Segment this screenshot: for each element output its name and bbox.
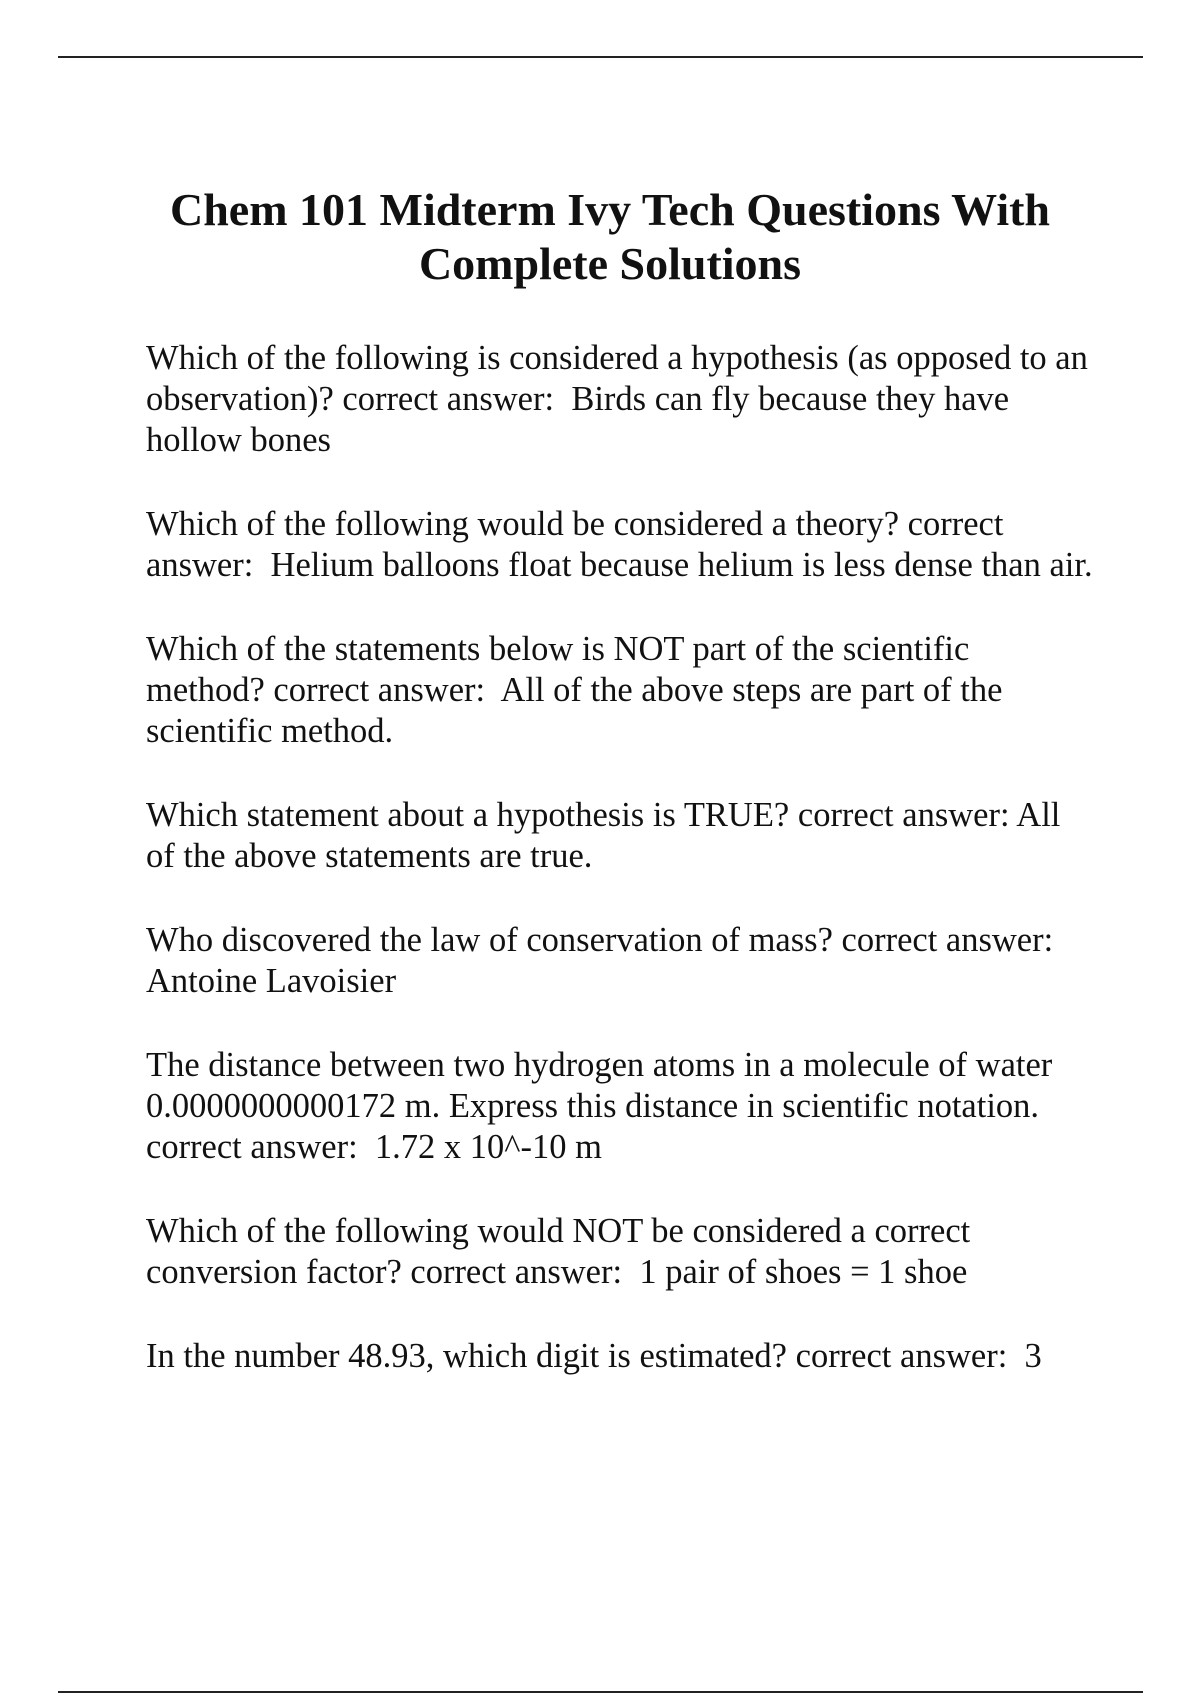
question-text: Which of the statements below is NOT part of the scientific method? — [146, 630, 970, 709]
answer-text: Birds can fly because they have hollow bones — [146, 380, 1010, 459]
answer-label: correct answer: — [146, 505, 1004, 584]
qa-item — [146, 1045, 1096, 1168]
question-text: Who discovered the law of conservation of mass? — [146, 921, 833, 959]
answer-text: Helium balloons float because helium is less dense than air. — [270, 546, 1093, 584]
question-text: In the number 48.93, which digit is estimated? — [146, 1337, 787, 1375]
answer-label: correct answer: — [273, 671, 486, 709]
answer-label: correct answer: — [795, 1337, 1008, 1375]
answer-label: correct answer: — [410, 1253, 623, 1291]
answer-text: Antoine Lavoisier — [146, 962, 397, 1000]
question-text: Which statement about a hypothesis is TRUE? — [146, 796, 790, 834]
qa-item — [146, 1336, 1096, 1377]
answer-label: correct answer: — [342, 380, 555, 418]
answer-text: 1 pair of shoes = 1 shoe — [639, 1253, 968, 1291]
answer-label: correct answer: — [146, 1128, 358, 1166]
qa-item — [146, 504, 1096, 586]
answer-text: 1.72 x 10^-10 m — [374, 1128, 602, 1166]
question-text: Which of the following is considered a hypothesis (as opposed to an observation)? — [146, 339, 1088, 418]
question-text: Which of the following would NOT be considered a correct conversion factor? — [146, 1212, 971, 1291]
answer-label: correct answer: — [797, 796, 1010, 834]
answer-text: All of the above statements are true. — [146, 796, 1061, 875]
qa-item — [146, 629, 1096, 752]
qa-item — [146, 1211, 1096, 1293]
qa-item — [146, 795, 1096, 877]
question-text: Which of the following would be considered a theory? — [146, 505, 900, 543]
qa-item — [146, 920, 1096, 1002]
answer-label: correct answer: — [841, 921, 1054, 959]
qa-item — [146, 338, 1096, 461]
answer-text: All of the above steps are part of the scientific method. — [146, 671, 1003, 750]
question-text: The distance between two hydrogen atoms in a molecule of water 0.0000000000172 m. Express this distance in scientific notation. — [146, 1046, 1053, 1125]
document-title: Chem 101 Midterm Ivy Tech Questions With Complete Solutions — [169, 184, 1051, 289]
bottom-rule — [58, 1691, 1143, 1693]
qa-list — [146, 338, 1096, 1420]
answer-text: 3 — [1024, 1337, 1042, 1375]
top-rule — [58, 56, 1143, 58]
